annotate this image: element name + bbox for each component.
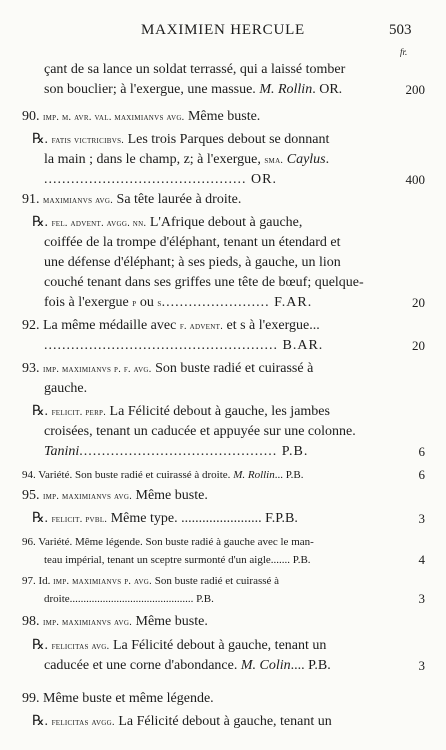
text-span: une défense d'éléphant; à ses pieds, à gauche, un lion — [44, 255, 341, 270]
text-span: imp. maximianvs p. avg. — [53, 576, 152, 587]
text-line — [32, 130, 329, 151]
text-line — [22, 316, 320, 337]
price-value: 3 — [418, 511, 425, 526]
text-span: Son buste radié et cuirassé à — [151, 361, 314, 376]
text-span: 91. — [22, 192, 43, 207]
text-span: felicit. pvbl. — [51, 514, 108, 525]
text-line — [44, 233, 341, 253]
text-span: 90. — [22, 109, 43, 124]
text-span: Les trois Parques debout se donnant — [124, 132, 330, 147]
text-span: la main ; dans le champ, z; à l'exergue, — [44, 152, 265, 167]
text-line — [22, 465, 304, 485]
text-span: L'Afrique debout à gauche, — [146, 215, 303, 230]
text-line — [22, 190, 241, 211]
text-span: ............................................ P.B. — [79, 444, 309, 459]
text-span: fatis victricibvs. — [51, 135, 125, 146]
text-span: sma. — [264, 155, 284, 166]
text-span: .................................................... B.AR. — [44, 338, 324, 353]
text-span: . — [325, 152, 330, 167]
text-span: felicitas avgg. — [51, 717, 115, 728]
text-span: M. Rollin — [233, 469, 275, 481]
text-line — [44, 336, 323, 356]
text-span: imp. maximianvs avg. — [43, 491, 132, 502]
text-span: p — [132, 298, 137, 309]
text-line — [44, 60, 345, 80]
text-span: s — [157, 298, 162, 309]
text-span: caducée et une corne d'abondance. — [44, 658, 241, 673]
text-line — [44, 150, 329, 171]
text-span: ℞. — [32, 511, 52, 526]
text-line — [44, 589, 214, 609]
text-line — [44, 293, 312, 314]
price-value: 6 — [418, 467, 425, 482]
text-span: ........................ F.AR. — [161, 295, 313, 310]
price-value: 400 — [405, 172, 425, 187]
text-line — [22, 532, 314, 552]
text-line — [44, 550, 311, 570]
text-line — [44, 170, 277, 190]
text-span: ℞. — [32, 714, 52, 729]
text-span: f. advent. — [179, 321, 223, 332]
text-span: 94. Variété. Son buste radié et cuirassé à droite. — [22, 469, 234, 481]
price-value: 3 — [418, 658, 425, 673]
text-span: teau impérial, tenant un sceptre surmonté d'un aigle....... P.B. — [44, 554, 311, 566]
text-span: ℞. — [32, 638, 52, 653]
page-title: MAXIMIEN HERCULE — [140, 22, 306, 38]
text-span: ℞. — [32, 132, 52, 147]
text-span: ............................................. OR. — [44, 172, 277, 187]
text-span: 92. La même médaille avec — [22, 318, 180, 333]
text-span: La Félicité debout à gauche, tenant un — [109, 638, 327, 653]
text-span: La Félicité debout à gauche, tenant un — [114, 714, 332, 729]
price-value: 20 — [412, 295, 425, 310]
text-line — [44, 656, 331, 676]
text-span: Même buste. — [184, 109, 261, 124]
price-value: 4 — [418, 552, 425, 567]
text-line — [22, 689, 214, 709]
text-line — [22, 486, 208, 507]
text-line — [44, 442, 308, 462]
text-span: couché tenant dans ses griffes une tête de bœuf; quelque- — [44, 275, 364, 290]
text-line — [32, 402, 330, 423]
text-span: M. Rollin — [259, 82, 313, 97]
text-span: Sa tête laurée à droite. — [113, 192, 242, 207]
text-line — [32, 712, 332, 733]
text-span: . OR. — [312, 82, 343, 97]
text-span: Tanini — [44, 444, 80, 459]
text-span: coiffée de la trompe d'éléphant, tenant un étendard et — [44, 235, 341, 250]
text-span: Même type. ....................... F.P.B. — [107, 511, 298, 526]
text-span: imp. m. avr. val. maximianvs avg. — [43, 112, 185, 123]
text-span: 96. Variété. Même légende. Son buste radié à gauche avec le man- — [22, 536, 314, 548]
text-line — [44, 273, 364, 293]
text-line — [44, 80, 342, 100]
text-span: ℞. — [32, 215, 52, 230]
text-span: ℞. — [32, 404, 52, 419]
price-value: 200 — [405, 82, 425, 97]
price-value: 20 — [412, 338, 425, 353]
text-span: çant de sa lance un soldat terrassé, qui a laissé tomber — [44, 62, 346, 77]
text-line — [22, 107, 260, 128]
text-span: .... P.B. — [290, 658, 331, 673]
text-span: 95. — [22, 488, 43, 503]
text-span: La Félicité debout à gauche, les jambes — [106, 404, 330, 419]
text-line — [44, 253, 341, 273]
text-line — [32, 636, 326, 657]
text-span: Caylus — [286, 152, 326, 167]
text-span: maximianvs avg. — [43, 195, 114, 206]
text-line — [44, 422, 356, 442]
text-span: et s à l'exergue... — [223, 318, 320, 333]
price-unit: fr. — [400, 47, 408, 57]
text-span: Même buste. — [132, 488, 208, 503]
text-span: ou — [136, 295, 158, 310]
text-span: fois à l'exergue — [44, 295, 133, 310]
text-span: 98. — [22, 614, 43, 629]
text-span: 99. Même buste et même légende. — [22, 691, 214, 706]
text-span: felicitas avg. — [51, 641, 110, 652]
text-line — [32, 509, 298, 530]
text-span: Son buste radié et cuirassé à — [151, 575, 280, 587]
page-number: 503 — [389, 22, 412, 38]
text-line — [44, 379, 87, 399]
text-span: imp. maximianvs p. f. avg. — [43, 364, 152, 375]
text-span: Même buste. — [132, 614, 208, 629]
text-span: ... P.B. — [274, 469, 304, 481]
text-line — [22, 359, 313, 380]
text-span: gauche. — [44, 381, 88, 396]
text-span: felicit. perp. — [51, 407, 107, 418]
text-span: droite............................................. P.B. — [44, 593, 214, 605]
price-value: 6 — [418, 444, 425, 459]
text-span: imp. maximianvs avg. — [43, 617, 132, 628]
text-line — [32, 213, 302, 234]
text-span: son bouclier; à l'exergue, une massue. — [44, 82, 260, 97]
text-span: fel. advent. avgg. nn. — [51, 218, 147, 229]
text-span: croisées, tenant un caducée et appuyée sur une colonne. — [44, 424, 356, 439]
text-span: 93. — [22, 361, 43, 376]
text-line — [22, 612, 208, 633]
text-span: 97. Id. — [22, 575, 54, 587]
price-value: 3 — [418, 591, 425, 606]
text-span: M. Colin — [240, 658, 291, 673]
